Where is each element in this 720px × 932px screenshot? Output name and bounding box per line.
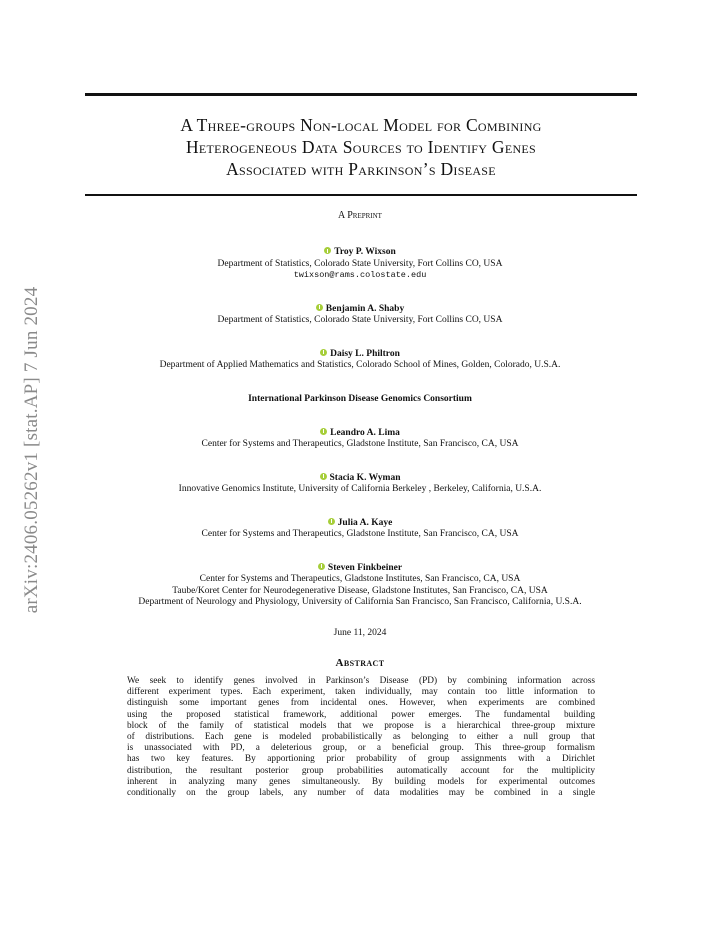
abstract-line: different experiment types. Each experiment, taken individually, may contain too little information to xyxy=(127,687,595,698)
abstract-line: is unassociated with PD, a deleterious group, or a beneficial group. This three-group formalism xyxy=(127,743,595,754)
title-line: Associated with Parkinson’s Disease xyxy=(226,159,496,179)
publication-date: June 11, 2024 xyxy=(333,628,387,638)
orcid-icon[interactable] xyxy=(320,428,327,435)
author-name: Daisy L. Philtron xyxy=(330,348,400,359)
author-name: Leandro A. Lima xyxy=(330,427,400,438)
author-block xyxy=(0,349,720,372)
orcid-icon[interactable] xyxy=(320,349,327,356)
abstract-line: conditionally on the group labels, any number of data modalities may be combined in a single xyxy=(127,788,595,799)
author-name: Troy P. Wixson xyxy=(334,247,396,257)
abstract-line: distribution, the resultant posterior group probabilities automatically account for the multiplicity xyxy=(127,765,595,776)
orcid-icon[interactable] xyxy=(316,304,323,311)
abstract-line: We seek to identify genes involved in Parkinson’s Disease (PD) by combining information across xyxy=(127,676,595,686)
author-name: Julia A. Kaye xyxy=(337,517,393,528)
paper-title xyxy=(85,114,637,180)
orcid-icon[interactable] xyxy=(318,563,325,570)
author-block xyxy=(0,247,720,282)
author-affiliation: Department of Statistics, Colorado State University, Fort Collins CO, USA xyxy=(217,315,503,325)
author-name: Steven Finkbeiner xyxy=(327,562,403,573)
author-affiliation: Center for Systems and Therapeutics, Gladstone Institutes, San Francisco, CA, USA xyxy=(199,574,521,584)
author-block xyxy=(0,563,720,609)
abstract-line: has two key features. By apportioning prior probability of group assignments with a Dirichlet xyxy=(127,754,595,765)
author-name: Benjamin A. Shaby xyxy=(325,303,405,314)
title-line: Heterogeneous Data Sources to Identify Genes xyxy=(185,137,537,157)
abstract-heading: Abstract xyxy=(335,657,385,669)
author-affiliation: Department of Applied Mathematics and Statistics, Colorado School of Mines, Golden, Colorado, U.S.A. xyxy=(159,360,561,370)
title-rule-top xyxy=(85,93,637,96)
author-block xyxy=(0,428,720,451)
abstract-line: block of the family of statistical models that we propose is a hierarchical three-group mixture xyxy=(127,720,595,731)
orcid-icon[interactable] xyxy=(320,473,327,480)
abstract-line: distinguish some important genes from incidental ones. However, when experiments are combined xyxy=(127,698,595,709)
abstract-line: inherent in analyzing many genes simultaneously. By building models for experimental outcomes xyxy=(127,776,595,787)
author-affiliation: Taube/Koret Center for Neurodegenerative Disease, Gladstone Institutes, San Francisco, CA, USA xyxy=(172,585,548,596)
author-block xyxy=(0,518,720,541)
orcid-icon[interactable] xyxy=(328,518,335,525)
abstract-line: of distributions. Each gene is modeled probabilistically as belonging to either a null group that xyxy=(127,732,595,743)
author-email[interactable]: twixson@rams.colostate.edu xyxy=(293,270,427,280)
title-rule-bottom xyxy=(85,194,637,196)
author-affiliation: Department of Neurology and Physiology, University of California San Francisco, San Francisco, California, U.S.A. xyxy=(138,597,582,607)
abstract-body xyxy=(127,676,595,799)
author-affiliation: Department of Statistics, Colorado State University, Fort Collins CO, USA xyxy=(217,258,503,269)
orcid-icon[interactable] xyxy=(324,247,331,254)
author-name: Stacia K. Wyman xyxy=(329,472,401,483)
author-affiliation: Center for Systems and Therapeutics, Gladstone Institute, San Francisco, CA, USA xyxy=(201,439,519,449)
author-block xyxy=(0,473,720,496)
author-affiliation: Innovative Genomics Institute, University of California Berkeley , Berkeley, California, U.S.A. xyxy=(178,484,542,494)
arxiv-identifier: arXiv:2406.05262v1 [stat.AP] 7 Jun 2024 xyxy=(21,286,42,614)
author-block xyxy=(0,304,720,327)
abstract-line: using the proposed statistical framework, additional power emerges. The fundamental building xyxy=(127,709,595,720)
title-line: A Three-groups Non-local Model for Combining xyxy=(180,115,542,135)
author-list xyxy=(0,247,720,631)
author-affiliation: Center for Systems and Therapeutics, Gladstone Institute, San Francisco, CA, USA xyxy=(201,529,519,539)
preprint-label: A Preprint xyxy=(338,210,382,221)
consortium-name: International Parkinson Disease Genomics Consortium xyxy=(248,393,472,404)
